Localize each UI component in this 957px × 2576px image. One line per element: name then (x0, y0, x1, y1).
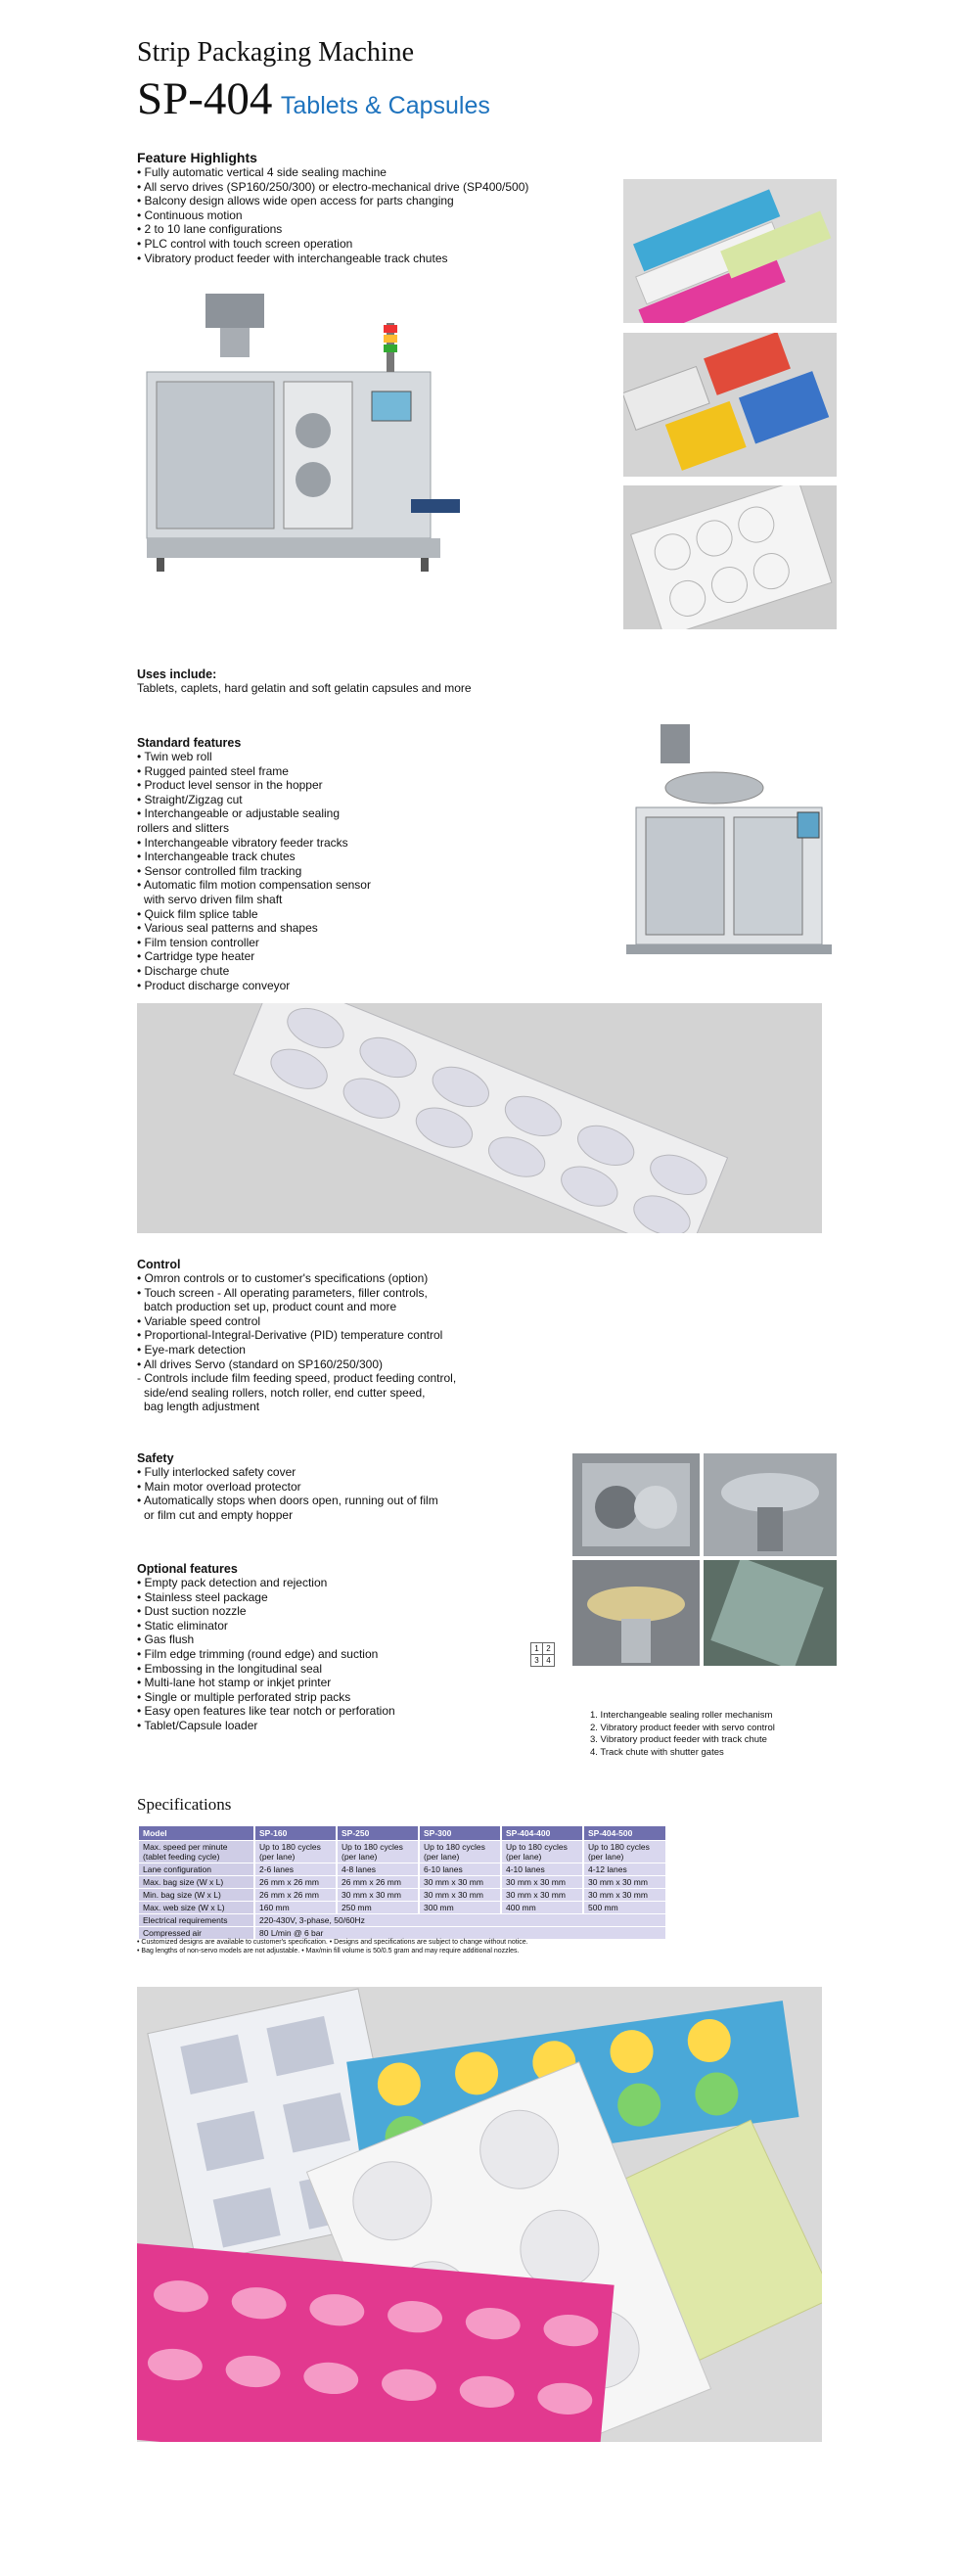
model-tagline: Tablets & Capsules (280, 92, 490, 119)
list-item-continuation: batch production set up, product count and more (144, 1300, 397, 1314)
list-item: • Variable speed control (137, 1313, 261, 1328)
list-item: • Single or multiple perforated strip packs (137, 1689, 351, 1704)
column-header: SP-160 (254, 1826, 337, 1841)
safety-section (137, 1451, 438, 1522)
table-cell: 30 mm x 30 mm (501, 1876, 583, 1889)
list-item: • Film edge trimming (round edge) and suction (137, 1646, 379, 1661)
cell-line: Up to 180 cycles (342, 1842, 403, 1852)
specifications-table-wrap (139, 1826, 665, 1939)
list-item: • Dust suction nozzle (137, 1604, 247, 1619)
feature-highlights-section (137, 150, 528, 265)
list-item (137, 1300, 456, 1314)
row-label: Max. bag size (W x L) (139, 1876, 254, 1889)
control-section (137, 1258, 456, 1414)
list-item: • All servo drives (SP160/250/300) or electro-mechanical drive (SP400/500) (137, 179, 529, 194)
optional-features-list (137, 1576, 395, 1733)
table-cell: 30 mm x 30 mm (583, 1876, 665, 1889)
column-header: SP-404-500 (583, 1826, 665, 1841)
table-cell: 500 mm (583, 1902, 665, 1914)
list-item (137, 893, 371, 907)
cell-line: Up to 180 cycles (259, 1842, 321, 1852)
row-label: Compressed air (139, 1927, 254, 1940)
uses-title: Uses include: (137, 667, 217, 681)
list-item: • PLC control with touch screen operation (137, 236, 353, 251)
list-item: • Easy open features like tear notch or perforation (137, 1704, 395, 1719)
machine-photo-front (616, 719, 842, 964)
list-item: rollers and slitters (137, 820, 230, 835)
cell-line: Up to 180 cycles (506, 1842, 568, 1852)
list-item (137, 1508, 438, 1523)
photo-caption: 1. Interchangeable sealing roller mechanism (590, 1710, 773, 1721)
table-cell: 250 mm (337, 1902, 419, 1914)
optional-features-section (137, 1562, 395, 1733)
table-row (139, 1863, 665, 1876)
list-item: • Cartridge type heater (137, 949, 255, 964)
list-item: • Twin web roll (137, 750, 212, 763)
table-cell: 30 mm x 30 mm (337, 1889, 419, 1902)
spec-note: • Customized designs are available to customer's specification. • Designs and specifications are subject to change without notice. (137, 1939, 528, 1946)
table-cell: 6-10 lanes (419, 1863, 501, 1876)
column-header: SP-300 (419, 1826, 501, 1841)
table-cell: 30 mm x 30 mm (501, 1889, 583, 1902)
table-cell: 26 mm x 26 mm (337, 1876, 419, 1889)
list-item (137, 1400, 456, 1414)
column-header: SP-250 (337, 1826, 419, 1841)
cell-line: Up to 180 cycles (424, 1842, 485, 1852)
photo-number: 4 (543, 1655, 555, 1667)
list-item: • Eye-mark detection (137, 1342, 246, 1357)
table-cell: 220-430V, 3-phase, 50/60Hz (254, 1914, 665, 1927)
detail-photo-4 (704, 1560, 837, 1666)
product-photo-blister-2 (623, 333, 837, 477)
list-item: • Quick film splice table (137, 906, 258, 921)
cell-line: (per lane) (259, 1852, 296, 1862)
machine-photo-main (137, 284, 470, 597)
list-item: • Discharge chute (137, 963, 230, 978)
spec-note: • Bag lengths of non-servo models are not adjustable. • Max/min fill volume is 50/0.5 gram and may require additional nozzles. (137, 1948, 520, 1955)
safety-title: Safety (137, 1451, 174, 1465)
feature-highlights-title: Feature Highlights (137, 150, 257, 165)
list-item (137, 1386, 456, 1401)
specifications-title: Specifications (137, 1795, 232, 1814)
list-item: • Gas flush (137, 1633, 195, 1647)
table-cell: 4-12 lanes (583, 1863, 665, 1876)
list-item-continuation: with servo driven film shaft (144, 892, 283, 906)
list-item: • Interchangeable vibratory feeder tracks (137, 835, 348, 850)
uses-text: Tablets, caplets, hard gelatin and soft gelatin capsules and more (137, 681, 472, 695)
photo-caption: 2. Vibratory product feeder with servo control (590, 1722, 775, 1733)
list-item: • Proportional-Integral-Derivative (PID) temperature control (137, 1328, 443, 1343)
strip-pack-photo (137, 1003, 822, 1233)
list-item: • Omron controls or to customer's specifications (option) (137, 1271, 429, 1285)
cell-line: Up to 180 cycles (588, 1842, 650, 1852)
row-label: Electrical requirements (139, 1914, 254, 1927)
control-title: Control (137, 1258, 181, 1271)
list-item: • Fully automatic vertical 4 side sealing machine (137, 165, 387, 179)
photo-caption: 4. Track chute with shutter gates (590, 1746, 724, 1758)
list-item: • Empty pack detection and rejection (137, 1576, 328, 1589)
photo-number-legend (530, 1642, 555, 1667)
photo-number: 2 (543, 1642, 555, 1655)
table-cell: 30 mm x 30 mm (419, 1876, 501, 1889)
table-row (139, 1914, 665, 1927)
list-item: • Automatic film motion compensation sensor (137, 878, 371, 893)
table-cell: 26 mm x 26 mm (254, 1889, 337, 1902)
table-cell: 300 mm (419, 1902, 501, 1914)
list-item: • Various seal patterns and shapes (137, 921, 318, 936)
list-item: • Continuous motion (137, 207, 243, 222)
list-item: • Interchangeable or adjustable sealing (137, 806, 341, 821)
optional-features-title: Optional features (137, 1562, 238, 1576)
list-item: • Straight/Zigzag cut (137, 792, 243, 806)
table-row (139, 1876, 665, 1889)
table-cell: 30 mm x 30 mm (419, 1889, 501, 1902)
table-cell (337, 1841, 419, 1863)
list-item: • Touch screen - All operating parameters, filler controls, (137, 1285, 428, 1300)
list-item: • Fully interlocked safety cover (137, 1465, 296, 1479)
table-cell: 400 mm (501, 1902, 583, 1914)
detail-photo-1 (572, 1453, 700, 1556)
row-label (139, 1841, 254, 1863)
cell-line: (per lane) (424, 1852, 460, 1862)
list-item: • Balcony design allows wide open access for parts changing (137, 194, 454, 208)
table-cell (501, 1841, 583, 1863)
specifications-notes (137, 1938, 528, 1955)
table-cell: 30 mm x 30 mm (583, 1889, 665, 1902)
control-list (137, 1271, 456, 1414)
table-cell (419, 1841, 501, 1863)
detail-photo-2 (704, 1453, 837, 1556)
product-photo-blister-1 (623, 179, 837, 323)
specifications-table (139, 1826, 665, 1939)
list-item: • Product level sensor in the hopper (137, 778, 323, 793)
list-item-continuation: bag length adjustment (144, 1400, 260, 1414)
photo-number: 3 (530, 1655, 543, 1667)
column-header: Model (139, 1826, 254, 1841)
model-name: SP-404 (137, 73, 273, 124)
list-item: • Static eliminator (137, 1618, 228, 1633)
list-item: - Controls include film feeding speed, product feeding control, (137, 1371, 457, 1386)
list-item: • Main motor overload protector (137, 1479, 301, 1494)
detail-photo-3 (572, 1560, 700, 1666)
page-title (137, 72, 490, 125)
list-item: • Sensor controlled film tracking (137, 863, 302, 878)
list-item: • All drives Servo (standard on SP160/250/300) (137, 1357, 384, 1371)
row-label: Lane configuration (139, 1863, 254, 1876)
cell-line: (per lane) (342, 1852, 378, 1862)
list-item: • Interchangeable track chutes (137, 850, 296, 864)
product-photo-blister-3 (623, 485, 837, 629)
table-cell: 4-10 lanes (501, 1863, 583, 1876)
row-label-line: Max. speed per minute (143, 1842, 228, 1852)
list-item: • Film tension controller (137, 935, 259, 949)
standard-features-section (137, 736, 371, 992)
standard-features-list (137, 750, 371, 992)
photo-caption: 3. Vibratory product feeder with track chute (590, 1734, 767, 1745)
list-item: • Automatically stops when doors open, running out of film (137, 1494, 438, 1508)
list-item: • Vibratory product feeder with interchangeable track chutes (137, 251, 448, 265)
row-label: Max. web size (W x L) (139, 1902, 254, 1914)
table-cell (254, 1841, 337, 1863)
table-row (139, 1841, 665, 1863)
table-header-row (139, 1826, 665, 1841)
list-item-continuation: or film cut and empty hopper (144, 1507, 294, 1522)
table-cell: 80 L/min @ 6 bar (254, 1927, 665, 1940)
table-cell: 4-8 lanes (337, 1863, 419, 1876)
list-item-continuation: side/end sealing rollers, notch roller, end cutter speed, (144, 1385, 426, 1400)
column-header: SP-404-400 (501, 1826, 583, 1841)
table-row (139, 1889, 665, 1902)
uses-section (137, 667, 472, 695)
list-item: • Product discharge conveyor (137, 978, 291, 992)
row-label: Min. bag size (W x L) (139, 1889, 254, 1902)
list-item: • Stainless steel package (137, 1589, 268, 1604)
table-cell: 2-6 lanes (254, 1863, 337, 1876)
photo-number: 1 (530, 1642, 543, 1655)
table-cell: 160 mm (254, 1902, 337, 1914)
row-label-line: (tablet feeding cycle) (143, 1852, 220, 1862)
table-cell (583, 1841, 665, 1863)
cell-line: (per lane) (588, 1852, 624, 1862)
table-row (139, 1902, 665, 1914)
page-subtitle: Strip Packaging Machine (137, 37, 415, 68)
feature-highlights-list (137, 165, 528, 265)
list-item: • Rugged painted steel frame (137, 763, 289, 778)
standard-features-title: Standard features (137, 736, 242, 750)
product-collage-photo (137, 1987, 822, 2442)
photo-captions (590, 1710, 775, 1759)
cell-line: (per lane) (506, 1852, 542, 1862)
list-item: • 2 to 10 lane configurations (137, 222, 283, 237)
list-item: • Embossing in the longitudinal seal (137, 1661, 322, 1676)
table-cell: 26 mm x 26 mm (254, 1876, 337, 1889)
safety-list (137, 1465, 438, 1522)
list-item: • Tablet/Capsule loader (137, 1718, 258, 1732)
list-item: • Multi-lane hot stamp or inkjet printer (137, 1676, 332, 1690)
